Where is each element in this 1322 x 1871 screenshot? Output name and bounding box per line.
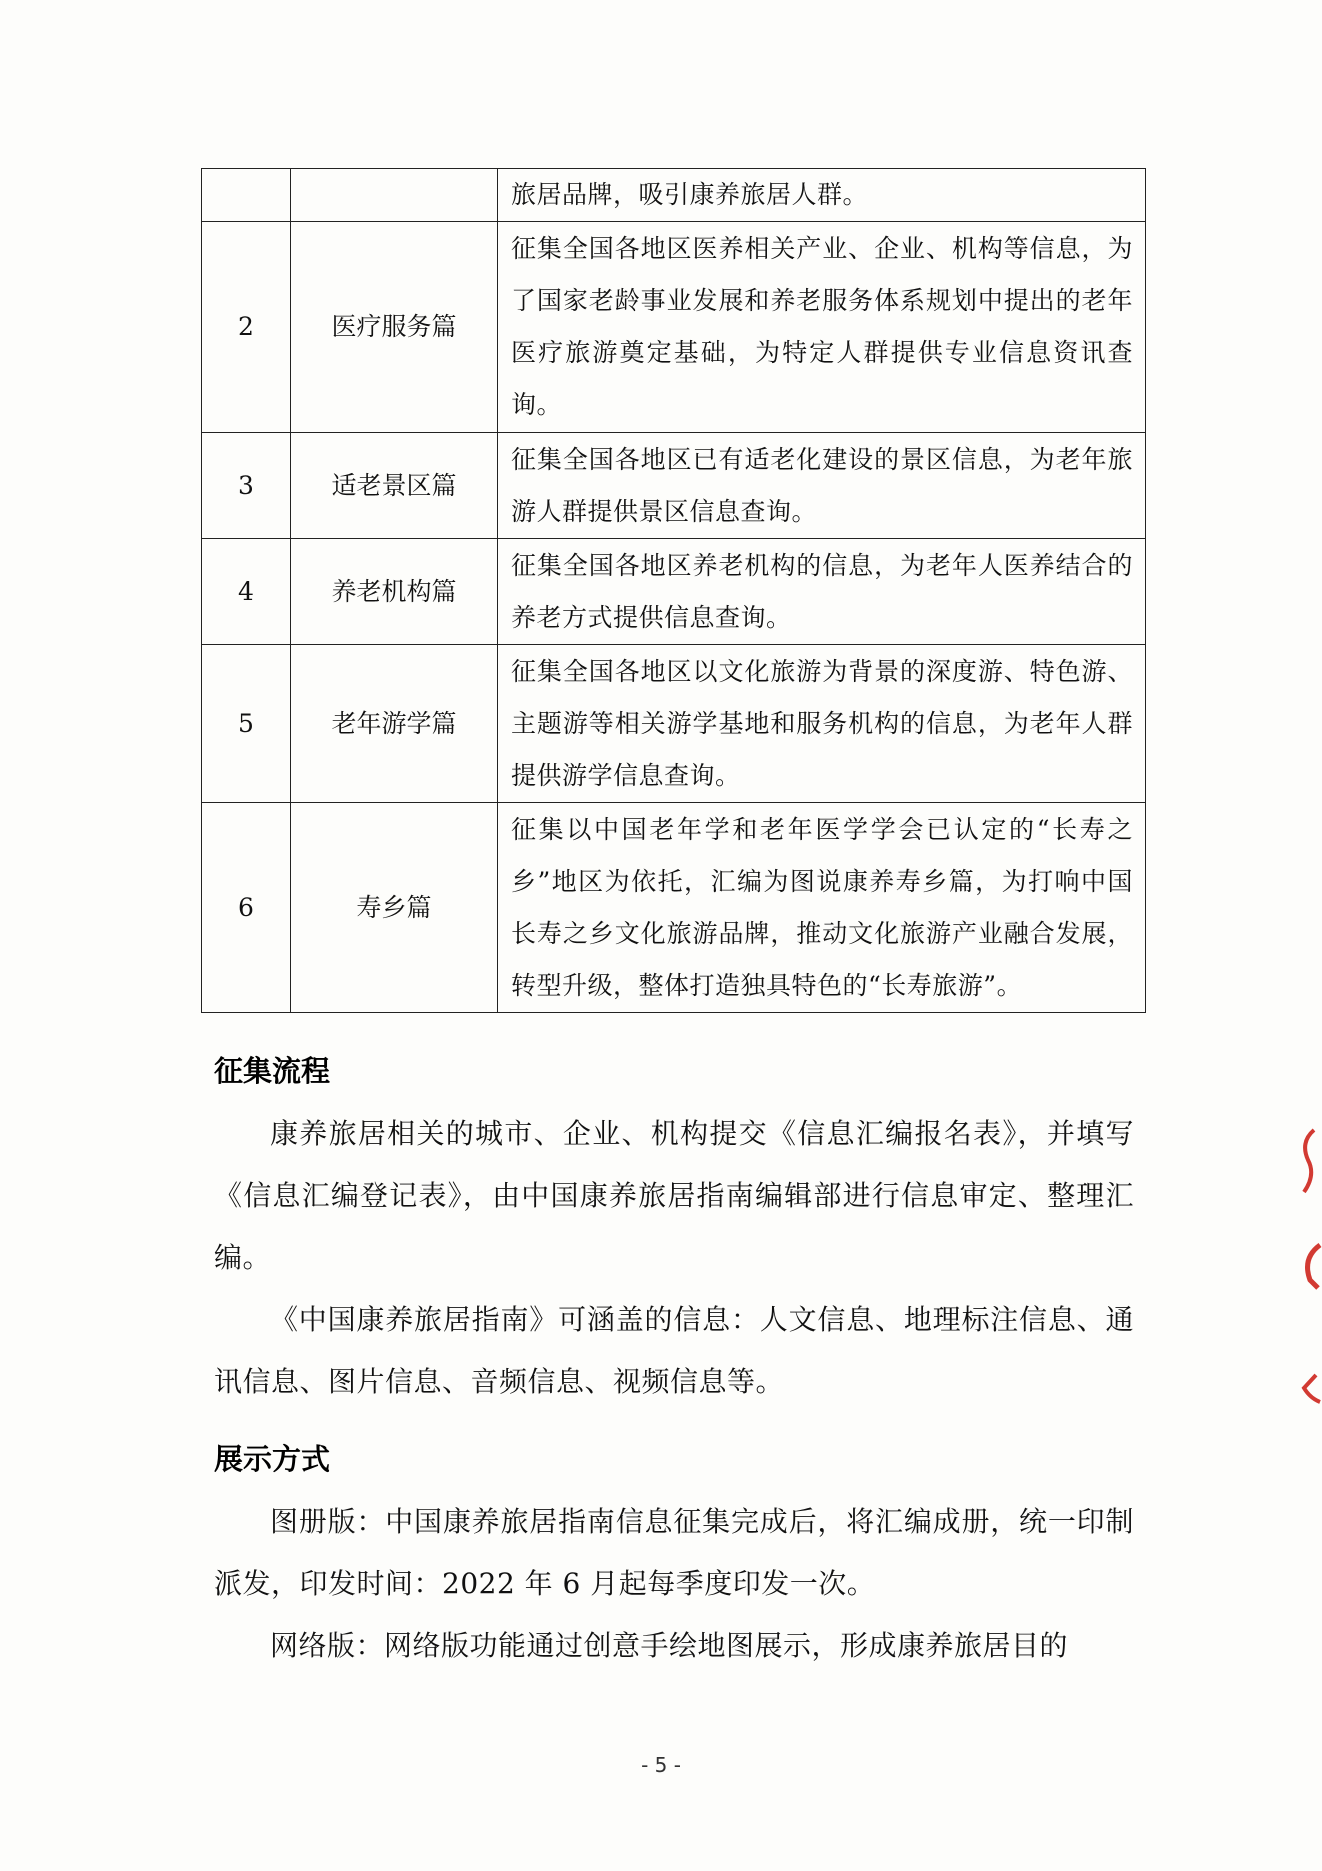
row-number: 5 [202, 645, 291, 803]
table-row [202, 539, 1146, 645]
paragraph-print-edition: 图册版：中国康养旅居指南信息征集完成后，将汇编成册，统一印制派发，印发时间：2022 年 6 月起每季度印发一次。 [214, 1505, 1134, 1600]
info-collection-table [201, 168, 1146, 1013]
seal-stamp-fragment [1296, 1120, 1322, 1420]
paragraph-submission: 康养旅居相关的城市、企业、机构提交《信息汇编报名表》，并填写《信息汇编登记表》，由中国康养旅居指南编辑部进行信息审定、整理汇编。 [214, 1117, 1134, 1274]
page-number: - 5 - [641, 1753, 681, 1777]
row-number: 4 [202, 539, 291, 645]
row-category: 寿乡篇 [291, 803, 498, 1013]
row-description: 征集全国各地区养老机构的信息，为老年人医养结合的养老方式提供信息查询。 [498, 539, 1146, 645]
paragraph-web-edition: 网络版：网络版功能通过创意手绘地图展示，形成康养旅居目的 [270, 1629, 1069, 1662]
table-row [202, 222, 1146, 433]
row-description: 征集全国各地区以文化旅游为背景的深度游、特色游、主题游等相关游学基地和服务机构的信息，为老年人群提供游学信息查询。 [498, 645, 1146, 803]
row-number: 6 [202, 803, 291, 1013]
row-category [291, 169, 498, 222]
row-category: 养老机构篇 [291, 539, 498, 645]
section-title-collection-process: 征集流程 [214, 1054, 331, 1088]
row-number: 3 [202, 433, 291, 539]
row-category: 老年游学篇 [291, 645, 498, 803]
row-category: 适老景区篇 [291, 433, 498, 539]
table-row [202, 433, 1146, 539]
row-description: 征集以中国老年学和老年医学学会已认定的“长寿之乡”地区为依托，汇编为图说康养寿乡篇，为打响中国长寿之乡文化旅游品牌，推动文化旅游产业融合发展，转型升级，整体打造独具特色的“长寿旅游”。 [498, 803, 1146, 1013]
table-row [202, 645, 1146, 803]
row-category: 医疗服务篇 [291, 222, 498, 433]
row-description: 旅居品牌，吸引康养旅居人群。 [498, 169, 1146, 222]
row-description: 征集全国各地区医养相关产业、企业、机构等信息，为了国家老龄事业发展和养老服务体系规划中提出的老年医疗旅游奠定基础，为特定人群提供专业信息资讯查询。 [498, 222, 1146, 433]
table-row [202, 803, 1146, 1013]
section-title-display-method: 展示方式 [214, 1442, 331, 1476]
row-number: 2 [202, 222, 291, 433]
paragraph-coverage: 《中国康养旅居指南》可涵盖的信息：人文信息、地理标注信息、通讯信息、图片信息、音频信息、视频信息等。 [214, 1303, 1134, 1398]
row-description: 征集全国各地区已有适老化建设的景区信息，为老年旅游人群提供景区信息查询。 [498, 433, 1146, 539]
table-row [202, 169, 1146, 222]
row-number [202, 169, 291, 222]
